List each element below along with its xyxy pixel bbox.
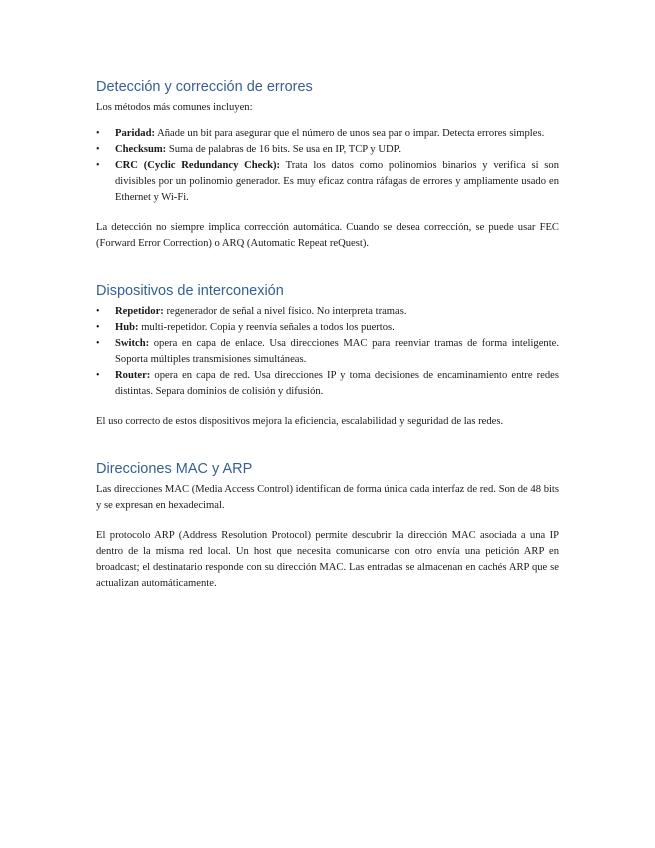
bullet-list — [96, 126, 559, 206]
item-term: Hub: — [115, 322, 139, 333]
bullet-icon: • — [96, 160, 100, 171]
item-term: Paridad: — [115, 128, 156, 139]
item-text: Suma de palabras de 16 bits. Se usa en IP, TCP y UDP. — [166, 144, 402, 155]
list-item — [96, 336, 559, 368]
bullet-icon: • — [96, 144, 100, 155]
list-item — [96, 320, 559, 336]
bullet-list — [96, 304, 559, 400]
item-text: multi-repetidor. Copia y reenvía señales a todos los puertos. — [138, 322, 395, 333]
section-heading: Dispositivos de interconexión — [96, 283, 284, 299]
section-mac-arp — [96, 460, 559, 592]
bullet-icon: • — [96, 306, 100, 317]
item-text: Trata los datos como polinomios binarios y verifica si son divisibles por un polinomio generador. Es muy eficaz contra ráfagas de errores y ampliamente usado en Ethernet y Wi-Fi. — [115, 160, 559, 203]
section-heading: Detección y corrección de errores — [96, 79, 313, 95]
bullet-icon: • — [96, 338, 100, 349]
item-text: Añade un bit para asegurar que el número de unos sea par o impar. Detecta errores simples. — [155, 128, 545, 139]
paragraph: El protocolo ARP (Address Resolution Protocol) permite descubrir la dirección MAC asociada a una IP dentro de la misma red local. Un host que necesita comunicarse con otro envía una petición ARP en broadcast; el destinatario responde con su dirección MAC. Las entradas se almacenan en cachés ARP que se actualizan automáticamente. — [96, 530, 559, 589]
paragraph: Las direcciones MAC (Media Access Control) identifican de forma única cada interfaz de red. Son de 48 bits y se expresan en hexadecimal. — [96, 484, 559, 511]
item-term: Switch: — [115, 338, 150, 349]
list-item — [96, 368, 559, 400]
bullet-icon: • — [96, 370, 100, 381]
section-interconnection-devices — [96, 282, 559, 430]
paragraph: La detección no siempre implica corrección automática. Cuando se desea corrección, se puede usar FEC (Forward Error Correction) o ARQ (Automatic Repeat reQuest). — [96, 222, 559, 249]
item-term: CRC (Cyclic Redundancy Check): — [115, 160, 281, 171]
list-item — [96, 142, 559, 158]
item-text: opera en capa de enlace. Usa direcciones MAC para reenviar tramas de forma inteligente. Soporta múltiples transmisiones simultáneas. — [115, 338, 559, 365]
section-heading: Direcciones MAC y ARP — [96, 461, 253, 477]
item-text: regenerador de señal a nivel físico. No interpreta tramas. — [163, 306, 407, 317]
bullet-icon: • — [96, 322, 100, 333]
list-item — [96, 126, 559, 142]
intro-text: Los métodos más comunes incluyen: — [96, 102, 253, 113]
item-text: opera en capa de red. Usa direcciones IP y toma decisiones de encaminamiento entre redes distintas. Separa dominios de colisión y difusión. — [115, 370, 559, 397]
item-term: Router: — [115, 370, 151, 381]
list-item — [96, 158, 559, 206]
section-error-detection — [96, 78, 559, 252]
document-body — [96, 78, 559, 592]
paragraph: El uso correcto de estos dispositivos mejora la eficiencia, escalabilidad y seguridad de las redes. — [96, 416, 504, 427]
bullet-icon: • — [96, 128, 100, 139]
list-item — [96, 304, 559, 320]
item-term: Repetidor: — [115, 306, 164, 317]
item-term: Checksum: — [115, 144, 167, 155]
